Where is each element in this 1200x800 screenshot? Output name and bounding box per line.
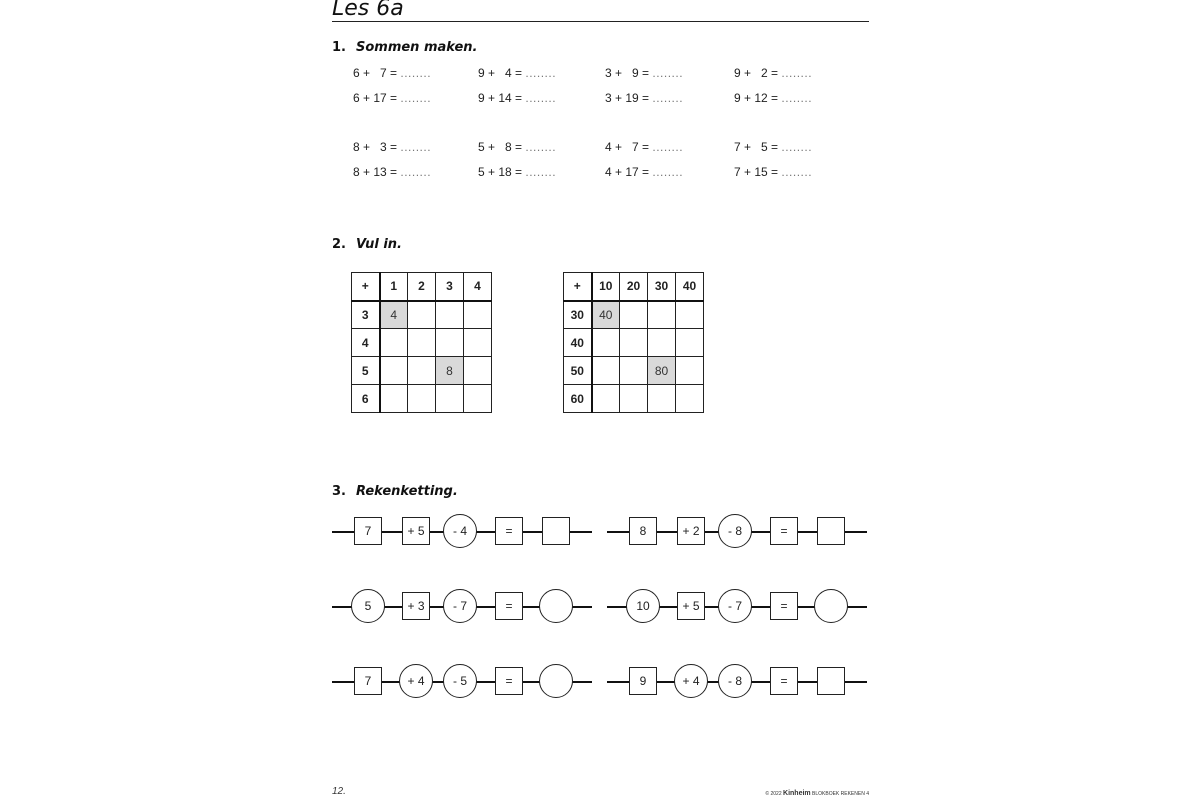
grid-answer-cell[interactable] bbox=[464, 385, 492, 413]
grid-header-cell: 30 bbox=[564, 301, 592, 329]
grid-row bbox=[352, 329, 492, 357]
answer-blank[interactable]: ........ bbox=[525, 140, 557, 154]
chain-start-value: 5 bbox=[351, 589, 385, 623]
answer-blank[interactable]: ........ bbox=[525, 165, 557, 179]
grid-answer-cell[interactable] bbox=[592, 385, 620, 413]
grid-answer-cell[interactable] bbox=[648, 385, 676, 413]
grid-header-cell: 3 bbox=[436, 273, 464, 301]
section-2-number: 2. bbox=[332, 237, 346, 252]
grid-row bbox=[352, 357, 492, 385]
grid-header-cell: 60 bbox=[564, 385, 592, 413]
grid-row bbox=[564, 385, 704, 413]
grid-example-cell: 4 bbox=[380, 301, 408, 329]
grid-answer-cell[interactable] bbox=[436, 329, 464, 357]
sum-item bbox=[353, 66, 431, 80]
grid-header-cell: 6 bbox=[352, 385, 380, 413]
page-title: Les 6a bbox=[332, 0, 404, 21]
answer-blank[interactable]: ........ bbox=[781, 165, 813, 179]
grid-answer-cell[interactable] bbox=[464, 357, 492, 385]
chain-result-field[interactable] bbox=[817, 667, 845, 695]
chain-equals: = bbox=[770, 592, 798, 620]
sum-item bbox=[734, 66, 812, 80]
grid-row bbox=[564, 357, 704, 385]
chain-start-value: 7 bbox=[354, 667, 382, 695]
grid-answer-cell[interactable] bbox=[380, 329, 408, 357]
grid-row bbox=[352, 301, 492, 329]
chain-result-field[interactable] bbox=[539, 664, 573, 698]
chain-equals: = bbox=[770, 667, 798, 695]
grid-answer-cell[interactable] bbox=[620, 301, 648, 329]
sum-expression: 9 + 2 = bbox=[734, 66, 779, 80]
grid-header-cell: 30 bbox=[648, 273, 676, 301]
sum-item bbox=[734, 140, 812, 154]
grid-header-cell: 10 bbox=[592, 273, 620, 301]
grid-answer-cell[interactable] bbox=[380, 385, 408, 413]
grid-answer-cell[interactable] bbox=[676, 301, 704, 329]
grid-answer-cell[interactable] bbox=[592, 329, 620, 357]
grid-header-cell: + bbox=[564, 273, 592, 301]
chain-result-field[interactable] bbox=[542, 517, 570, 545]
grid-row bbox=[564, 273, 704, 301]
grid-example-cell: 80 bbox=[648, 357, 676, 385]
sum-expression: 9 + 12 = bbox=[734, 91, 779, 105]
answer-blank[interactable]: ........ bbox=[400, 66, 432, 80]
grid-example-cell: 8 bbox=[436, 357, 464, 385]
number-chain bbox=[607, 516, 867, 548]
book-title: BLOKBOEK REKENEN 4 bbox=[812, 791, 869, 797]
answer-blank[interactable]: ........ bbox=[652, 140, 684, 154]
number-chain bbox=[332, 666, 592, 698]
sum-item bbox=[734, 91, 812, 105]
chain-operation-2: - 7 bbox=[443, 589, 477, 623]
grid-answer-cell[interactable] bbox=[648, 329, 676, 357]
grid-row bbox=[564, 329, 704, 357]
answer-blank[interactable]: ........ bbox=[400, 165, 432, 179]
grid-answer-cell[interactable] bbox=[620, 357, 648, 385]
grid-answer-cell[interactable] bbox=[620, 385, 648, 413]
section-3-label: Rekenketting. bbox=[355, 484, 458, 499]
section-2-heading bbox=[332, 237, 402, 252]
chain-operation-2: - 8 bbox=[718, 514, 752, 548]
grid-answer-cell[interactable] bbox=[408, 385, 436, 413]
answer-blank[interactable]: ........ bbox=[525, 91, 557, 105]
publisher-footer bbox=[765, 790, 869, 797]
sum-item bbox=[478, 165, 556, 179]
chain-start-value: 9 bbox=[629, 667, 657, 695]
sum-item bbox=[605, 165, 683, 179]
chain-operation-2: - 8 bbox=[718, 664, 752, 698]
chain-operation-1: + 3 bbox=[402, 592, 430, 620]
number-chain bbox=[607, 666, 867, 698]
sum-expression: 5 + 18 = bbox=[478, 165, 523, 179]
sum-expression: 4 + 17 = bbox=[605, 165, 650, 179]
chain-operation-1: + 5 bbox=[677, 592, 705, 620]
number-chain bbox=[332, 591, 592, 623]
grid-header-cell: 2 bbox=[408, 273, 436, 301]
copyright-text: © 2022 bbox=[765, 791, 782, 797]
chain-equals: = bbox=[770, 517, 798, 545]
grid-header-cell: 40 bbox=[676, 273, 704, 301]
grid-answer-cell[interactable] bbox=[464, 301, 492, 329]
chain-start-value: 7 bbox=[354, 517, 382, 545]
sum-expression: 6 + 17 = bbox=[353, 91, 398, 105]
grid-header-cell: + bbox=[352, 273, 380, 301]
section-1-heading bbox=[332, 40, 477, 55]
sum-expression: 5 + 8 = bbox=[478, 140, 523, 154]
grid-header-cell: 50 bbox=[564, 357, 592, 385]
addition-table-tens bbox=[563, 272, 704, 413]
number-chain bbox=[332, 516, 592, 548]
sum-expression: 3 + 9 = bbox=[605, 66, 650, 80]
sum-item bbox=[605, 91, 683, 105]
grid-answer-cell[interactable] bbox=[676, 385, 704, 413]
sum-expression: 7 + 5 = bbox=[734, 140, 779, 154]
chain-start-value: 10 bbox=[626, 589, 660, 623]
addition-table-small bbox=[351, 272, 492, 413]
grid-answer-cell[interactable] bbox=[620, 329, 648, 357]
publisher-name: Kinheim bbox=[783, 790, 811, 797]
chain-equals: = bbox=[495, 667, 523, 695]
grid-answer-cell[interactable] bbox=[464, 329, 492, 357]
chain-operation-1: + 2 bbox=[677, 517, 705, 545]
grid-header-cell: 40 bbox=[564, 329, 592, 357]
chain-equals: = bbox=[495, 592, 523, 620]
grid-header-cell: 3 bbox=[352, 301, 380, 329]
sum-expression: 8 + 13 = bbox=[353, 165, 398, 179]
grid-header-cell: 1 bbox=[380, 273, 408, 301]
section-2-label: Vul in. bbox=[355, 237, 402, 252]
grid-header-cell: 20 bbox=[620, 273, 648, 301]
answer-blank[interactable]: ........ bbox=[525, 66, 557, 80]
answer-blank[interactable]: ........ bbox=[652, 66, 684, 80]
chain-operation-2: - 4 bbox=[443, 514, 477, 548]
section-1-label: Sommen maken. bbox=[355, 40, 478, 55]
sum-expression: 9 + 4 = bbox=[478, 66, 523, 80]
chain-result-field[interactable] bbox=[817, 517, 845, 545]
sum-item bbox=[605, 66, 683, 80]
grid-answer-cell[interactable] bbox=[676, 329, 704, 357]
grid-answer-cell[interactable] bbox=[592, 357, 620, 385]
page-number: 12. bbox=[332, 786, 346, 797]
grid-row bbox=[564, 301, 704, 329]
answer-blank[interactable]: ........ bbox=[652, 91, 684, 105]
grid-header-cell: 5 bbox=[352, 357, 380, 385]
answer-blank[interactable]: ........ bbox=[652, 165, 684, 179]
section-3-heading bbox=[332, 484, 458, 499]
chain-operation-1: + 4 bbox=[399, 664, 433, 698]
grid-answer-cell[interactable] bbox=[380, 357, 408, 385]
chain-operation-2: - 5 bbox=[443, 664, 477, 698]
grid-answer-cell[interactable] bbox=[436, 385, 464, 413]
answer-blank[interactable]: ........ bbox=[781, 140, 813, 154]
chain-start-value: 8 bbox=[629, 517, 657, 545]
grid-answer-cell[interactable] bbox=[648, 301, 676, 329]
section-3-number: 3. bbox=[332, 484, 346, 499]
chain-equals: = bbox=[495, 517, 523, 545]
sum-item bbox=[353, 165, 431, 179]
number-chain bbox=[607, 591, 867, 623]
sum-expression: 4 + 7 = bbox=[605, 140, 650, 154]
sum-item bbox=[478, 140, 556, 154]
sum-item bbox=[478, 66, 556, 80]
grid-answer-cell[interactable] bbox=[436, 301, 464, 329]
worksheet-page bbox=[332, 0, 869, 800]
sum-expression: 7 + 15 = bbox=[734, 165, 779, 179]
chain-operation-2: - 7 bbox=[718, 589, 752, 623]
chain-result-field[interactable] bbox=[814, 589, 848, 623]
grid-header-cell: 4 bbox=[352, 329, 380, 357]
section-1-number: 1. bbox=[332, 40, 346, 55]
sum-expression: 9 + 14 = bbox=[478, 91, 523, 105]
sum-item bbox=[353, 140, 431, 154]
grid-row bbox=[352, 385, 492, 413]
grid-answer-cell[interactable] bbox=[408, 301, 436, 329]
grid-answer-cell[interactable] bbox=[408, 357, 436, 385]
grid-row bbox=[352, 273, 492, 301]
sum-item bbox=[478, 91, 556, 105]
sum-expression: 6 + 7 = bbox=[353, 66, 398, 80]
sum-item bbox=[605, 140, 683, 154]
answer-blank[interactable]: ........ bbox=[781, 91, 813, 105]
answer-blank[interactable]: ........ bbox=[781, 66, 813, 80]
sum-item bbox=[353, 91, 431, 105]
answer-blank[interactable]: ........ bbox=[400, 140, 432, 154]
grid-answer-cell[interactable] bbox=[676, 357, 704, 385]
grid-example-cell: 40 bbox=[592, 301, 620, 329]
chain-result-field[interactable] bbox=[539, 589, 573, 623]
chain-operation-1: + 5 bbox=[402, 517, 430, 545]
sum-expression: 8 + 3 = bbox=[353, 140, 398, 154]
grid-answer-cell[interactable] bbox=[408, 329, 436, 357]
sum-item bbox=[734, 165, 812, 179]
sum-expression: 3 + 19 = bbox=[605, 91, 650, 105]
grid-header-cell: 4 bbox=[464, 273, 492, 301]
answer-blank[interactable]: ........ bbox=[400, 91, 432, 105]
title-divider bbox=[332, 21, 869, 22]
chain-operation-1: + 4 bbox=[674, 664, 708, 698]
